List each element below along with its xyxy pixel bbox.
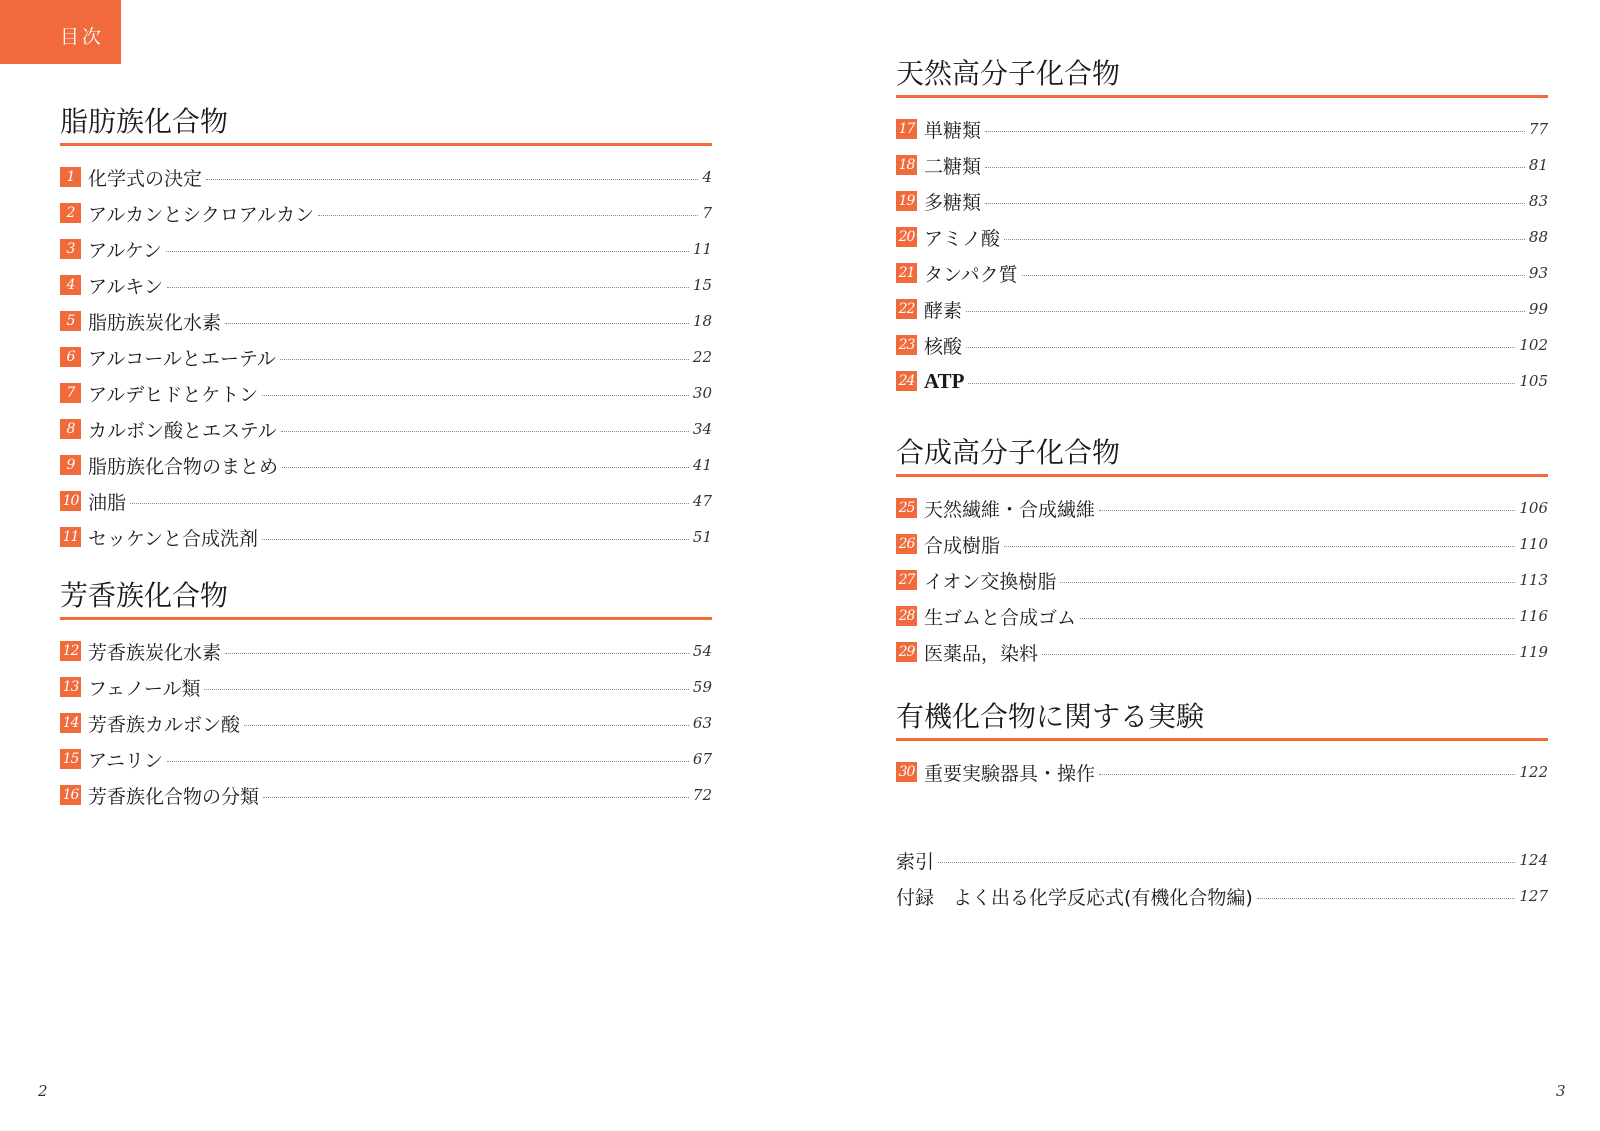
chapter-number: 14 [60, 713, 81, 733]
toc-entry[interactable] [60, 777, 712, 813]
page-number: 67 [692, 750, 712, 768]
chapter-number: 7 [60, 383, 81, 403]
chapter-number: 25 [896, 498, 917, 518]
toc-entry[interactable] [60, 303, 712, 339]
section-title: 芳香族化合物 [60, 575, 712, 620]
dot-leader [1004, 239, 1525, 240]
entry-title: 生ゴムと合成ゴム [924, 606, 1077, 629]
page-number: 72 [692, 786, 712, 804]
chapter-number: 10 [60, 491, 81, 511]
dot-leader [1080, 618, 1515, 619]
entry-title: 化学式の決定 [88, 167, 203, 190]
entry-title: アルカンとシクロアルカン [88, 203, 315, 226]
page-number: 54 [692, 642, 712, 660]
page-number: 124 [1519, 851, 1548, 869]
toc-entry[interactable] [60, 231, 712, 267]
chapter-number: 11 [60, 527, 81, 547]
page-number: 15 [692, 276, 712, 294]
dot-leader [966, 347, 1515, 348]
page-number: 88 [1528, 228, 1548, 246]
dot-leader [166, 251, 689, 252]
chapter-number: 5 [60, 311, 81, 331]
dot-leader [204, 689, 688, 690]
dot-leader [1099, 510, 1515, 511]
chapter-number: 6 [60, 347, 81, 367]
chapter-number: 22 [896, 299, 917, 319]
dot-leader [318, 215, 698, 216]
toc-entry[interactable] [896, 327, 1548, 363]
entry-title: アミノ酸 [924, 227, 1001, 250]
entry-title: セッケンと合成洗剤 [88, 527, 259, 550]
dot-leader [1022, 275, 1525, 276]
toc-list [896, 111, 1548, 399]
dot-leader [1257, 898, 1516, 899]
entry-title: イオン交換樹脂 [924, 570, 1057, 593]
toc-entry[interactable] [896, 634, 1548, 670]
toc-entry[interactable] [896, 111, 1548, 147]
toc-entry[interactable] [60, 447, 712, 483]
chapter-number: 27 [896, 570, 917, 590]
entry-title: アルキン [88, 275, 164, 298]
toc-entry[interactable] [896, 147, 1548, 183]
chapter-number: 23 [896, 335, 917, 355]
toc-entry[interactable] [60, 159, 712, 195]
chapter-number: 17 [896, 119, 917, 139]
toc-entry[interactable] [896, 598, 1548, 634]
toc-list [60, 159, 712, 555]
entry-title: 合成樹脂 [924, 534, 1001, 557]
page-number: 34 [692, 420, 712, 438]
entry-title: 芳香族炭化水素 [88, 641, 222, 664]
section-synthetic-polymers [896, 432, 1548, 670]
entry-title: 油脂 [88, 491, 127, 514]
toc-entry[interactable] [60, 375, 712, 411]
dot-leader [130, 503, 689, 504]
dot-leader [985, 131, 1525, 132]
chapter-number: 4 [60, 275, 81, 295]
toc-entry[interactable] [60, 339, 712, 375]
dot-leader [206, 179, 698, 180]
entry-title: 重要実験器具・操作 [924, 762, 1096, 785]
chapter-number: 16 [60, 785, 81, 805]
toc-list [896, 490, 1548, 670]
chapter-number: 2 [60, 203, 81, 223]
page-number: 119 [1519, 643, 1548, 661]
chapter-number: 26 [896, 534, 917, 554]
entry-title: タンパク質 [924, 263, 1018, 286]
page-number: 77 [1528, 120, 1548, 138]
dot-leader [985, 167, 1525, 168]
entry-title: 二糖類 [924, 155, 982, 178]
entry-title: 芳香族カルボン酸 [88, 713, 241, 736]
entry-title: 脂肪族炭化水素 [88, 311, 222, 334]
toc-entry[interactable] [896, 219, 1548, 255]
dot-leader [263, 797, 689, 798]
dot-leader [1004, 546, 1515, 547]
dot-leader [1099, 774, 1515, 775]
chapter-number: 21 [896, 263, 917, 283]
dot-leader [985, 203, 1525, 204]
page-number: 102 [1519, 336, 1548, 354]
toc-entry[interactable] [896, 526, 1548, 562]
page-folio-left: 2 [38, 1082, 48, 1100]
dot-leader [282, 467, 689, 468]
chapter-number: 29 [896, 642, 917, 662]
appendix-list [896, 842, 1548, 914]
dot-leader [225, 653, 689, 654]
page-number: 7 [702, 204, 712, 222]
entry-title: 脂肪族化合物のまとめ [88, 455, 279, 478]
entry-title: アルコールとエーテル [88, 347, 276, 370]
toc-entry[interactable] [896, 255, 1548, 291]
section-title: 天然高分子化合物 [896, 53, 1548, 98]
entry-title: 核酸 [924, 335, 963, 358]
toc-entry-appendix[interactable] [896, 878, 1548, 914]
page-number: 106 [1519, 499, 1548, 517]
toc-entry[interactable] [60, 633, 712, 669]
entry-title: 天然繊維・合成繊維 [924, 498, 1096, 521]
toc-entry[interactable] [896, 183, 1548, 219]
dot-leader [1060, 582, 1515, 583]
section-title: 有機化合物に関する実験 [896, 696, 1548, 741]
page-number: 18 [692, 312, 712, 330]
entry-title: 芳香族化合物の分類 [88, 785, 260, 808]
entry-title: アニリン [88, 749, 164, 772]
toc-entry[interactable] [60, 483, 712, 519]
section-experiments [896, 696, 1548, 790]
page-number: 41 [692, 456, 712, 474]
dot-leader [1042, 654, 1515, 655]
entry-title: 医薬品，染料 [924, 642, 1039, 665]
chapter-number: 3 [60, 239, 81, 259]
toc-entry-index[interactable] [896, 842, 1548, 878]
page-number: 116 [1519, 607, 1548, 625]
dot-leader [968, 383, 1515, 384]
page-number: 127 [1519, 887, 1548, 905]
toc-entry[interactable] [60, 267, 712, 303]
chapter-number: 30 [896, 762, 917, 782]
dot-leader [280, 359, 689, 360]
chapter-number: 19 [896, 191, 917, 211]
toc-entry[interactable] [60, 519, 712, 555]
page-number: 4 [702, 168, 712, 186]
page-number: 113 [1519, 571, 1548, 589]
toc-entry[interactable] [896, 490, 1548, 526]
dot-leader [167, 287, 689, 288]
section-natural-polymers [896, 53, 1548, 399]
entry-title: 索引 [896, 850, 935, 873]
chapter-number: 13 [60, 677, 81, 697]
chapter-number: 28 [896, 606, 917, 626]
page-number: 63 [692, 714, 712, 732]
toc-list [896, 754, 1548, 790]
page-number: 122 [1519, 763, 1548, 781]
table-of-contents-tab: 目次 [0, 0, 121, 64]
dot-leader [938, 862, 1515, 863]
dot-leader [262, 395, 689, 396]
dot-leader [244, 725, 689, 726]
dot-leader [281, 431, 689, 432]
toc-entry[interactable] [896, 754, 1548, 790]
page-number: 11 [692, 240, 712, 258]
chapter-number: 20 [896, 227, 917, 247]
chapter-number: 12 [60, 641, 81, 661]
entry-title: 単糖類 [924, 119, 982, 142]
entry-title: フェノール類 [88, 677, 201, 700]
toc-entry[interactable] [60, 195, 712, 231]
toc-entry[interactable] [60, 741, 712, 777]
section-title: 合成高分子化合物 [896, 432, 1548, 477]
entry-title: 酵素 [924, 299, 963, 322]
entry-title: 多糖類 [924, 191, 982, 214]
toc-entry[interactable] [896, 291, 1548, 327]
page-folio-right: 3 [1556, 1082, 1566, 1100]
chapter-number: 1 [60, 167, 81, 187]
dot-leader [225, 323, 689, 324]
toc-entry[interactable] [60, 411, 712, 447]
toc-entry[interactable] [896, 363, 1548, 399]
page-number: 105 [1519, 372, 1548, 390]
chapter-number: 18 [896, 155, 917, 175]
chapter-number: 15 [60, 749, 81, 769]
page-number: 22 [692, 348, 712, 366]
page-number: 47 [692, 492, 712, 510]
dot-leader [262, 539, 689, 540]
section-aliphatic [60, 101, 712, 555]
toc-entry[interactable] [60, 669, 712, 705]
dot-leader [167, 761, 689, 762]
toc-list [60, 633, 712, 813]
page-number: 30 [692, 384, 712, 402]
entry-title: アルケン [88, 239, 162, 262]
dot-leader [966, 311, 1525, 312]
chapter-number: 8 [60, 419, 81, 439]
page-number: 93 [1528, 264, 1548, 282]
toc-entry[interactable] [60, 705, 712, 741]
page-number: 110 [1519, 535, 1548, 553]
page-number: 99 [1528, 300, 1548, 318]
chapter-number: 9 [60, 455, 81, 475]
page-number: 59 [692, 678, 712, 696]
page-number: 81 [1528, 156, 1548, 174]
entry-title: 付録 よく出る化学反応式(有機化合物編) [896, 886, 1253, 909]
section-aromatic [60, 575, 712, 813]
chapter-number: 24 [896, 371, 917, 391]
entry-title: アルデヒドとケトン [88, 383, 259, 406]
section-title: 脂肪族化合物 [60, 101, 712, 146]
entry-title: カルボン酸とエステル [88, 419, 277, 442]
page-number: 51 [692, 528, 712, 546]
toc-entry[interactable] [896, 562, 1548, 598]
entry-title: ATP [924, 368, 965, 393]
page-number: 83 [1528, 192, 1548, 210]
